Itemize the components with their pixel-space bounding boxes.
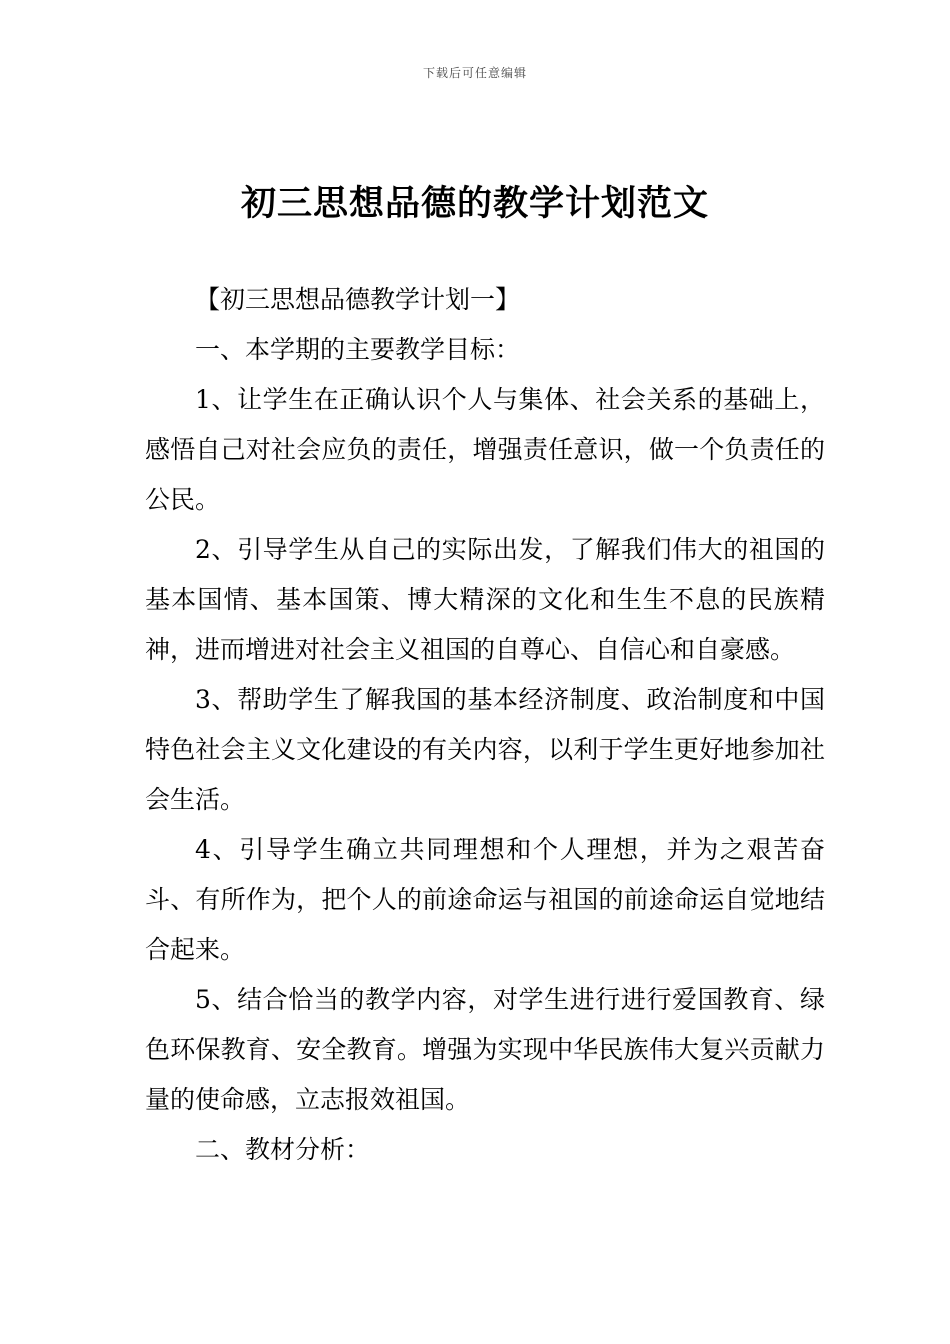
document-title: 初三思想品德的教学计划范文 — [240, 184, 709, 224]
goal-paragraph-4: 4、引导学生确立共同理想和个人理想，并为之艰苦奋斗、有所作为，把个人的前途命运与祖国的前途命运自觉地结合起来。 — [145, 835, 825, 964]
header-note: 下载后可任意编辑 — [422, 66, 527, 80]
section-heading-plan-one: 【初三思想品德教学计划一】 — [195, 285, 521, 314]
goal-paragraph-5: 5、结合恰当的教学内容，对学生进行进行爱国教育、绿色环保教育、安全教育。增强为实现中华民族伟大复兴贡献力量的使命感，立志报效祖国。 — [145, 985, 825, 1114]
section-heading-goals: 一、本学期的主要教学目标： — [195, 335, 521, 364]
section-heading-textbook-analysis: 二、教材分析： — [195, 1135, 371, 1164]
goal-paragraph-3: 3、帮助学生了解我国的基本经济制度、政治制度和中国特色社会主义文化建设的有关内容，以利于学生更好地参加社会生活。 — [145, 685, 825, 814]
goal-paragraph-1: 1、让学生在正确认识个人与集体、社会关系的基础上，感悟自己对社会应负的责任，增强责任意识，做一个负责任的公民。 — [145, 385, 825, 514]
goal-paragraph-2: 2、引导学生从自己的实际出发，了解我们伟大的祖国的基本国情、基本国策、博大精深的文化和生生不息的民族精神，进而增进对社会主义祖国的自尊心、自信心和自豪感。 — [145, 535, 825, 664]
document-body — [145, 275, 825, 1175]
